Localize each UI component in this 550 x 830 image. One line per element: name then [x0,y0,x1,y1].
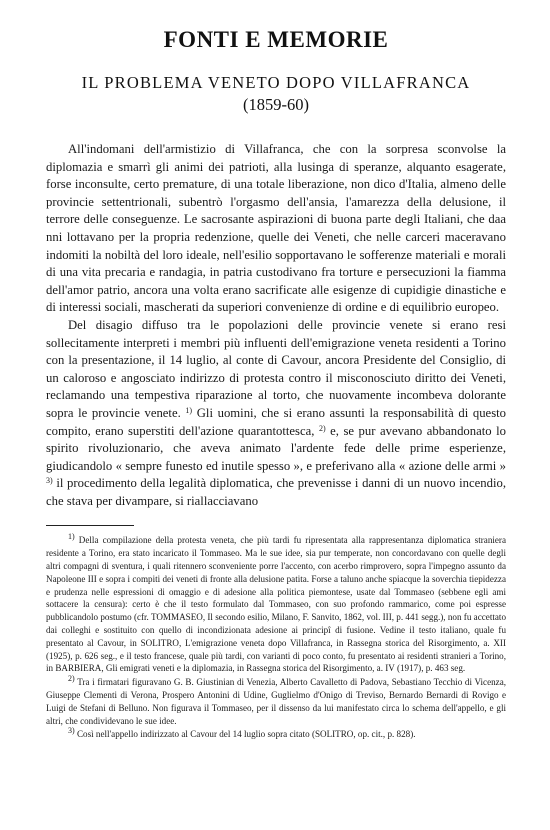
footnote [46,676,506,727]
paragraph-text: e, se pur avevano abbandonato lo spirito rivoluzionario, che aveva animato l'ardente fede delle prime esperienze, giudicandolo « sempre funesto ed inutile spesso », e preferivano alla « azione delle armi » [46,423,507,473]
footnote-divider [46,525,134,526]
article-years: (1859-60) [243,95,309,114]
paragraph [46,317,506,511]
article-body [46,141,506,510]
paragraph-text: Gli uomini, che si erano assunti la responsabilità di questo compito, erano superstiti dell'azione quarantottesca, [46,405,506,438]
footnote-reference: 1) [185,405,193,415]
footnote-text: Tra i firmatari figuravano G. B. Giustinian di Venezia, Alberto Cavalletto di Padova, Sebastiano Tecchio di Vicenza, Giuseppe Clementi di Verona, Prospero Antonini di Udine, Guglielmo d'Onigo di Treviso, Bernardo Bernardi di Rovigo e Luigi de Stefani di Belluno. Non figurava il Tommaseo, per il dissenso da lui manifestato circa lo schema dell'appello, e gli altri, che condividevano le sue idee. [46,677,506,726]
footnote-text: Della compilazione della protesta veneta, che più tardi fu ripresentata alla rappresentanza diplomatica straniera residente a Torino, era stato incaricato il Tommaseo. Ma le sue idee, sia pur temperate, non concordavano con quelle degli altri compagni di sventura, i quali ritennero sconveniente porre l'accento, con acerbo rimprovero, sopra l'impegno assunto da Napoleone III e sopra i compiti dei veneti di fronte alla delusione patita. Forse a taluno anche spiacque la soverchia tiepidezza e prudenza nelle espressioni di omaggio e di adesione alla politica piemontese, usate dal Tommaseo (sebbene egli ami sottacere la censura): certo è che il testo formulato dal Tommaseo, con suo profondo rammarico, come poi espresse pubblicandolo postumo (cfr. TOMMASEO, Il secondo esilio, Milano, F. Sanvito, 1862, vol. III, p. 441 segg.), non fu accettato dai colleghi e sostituito con quello di incondizionata adesione ai principî di fusione. Vedine il testo italiano, quale fu presentato al Cavour, in SOLITRO, L'emigrazione veneta dopo Villafranca, in Rassegna storica del Risorgimento, a. XII (1925), p. 626 seg., e il testo francese, quale più tardi, con varianti di poco conto, fu presentato ai residenti stranieri a Torino, in BARBIERA, Gli emigrati veneti e la diplomazia, in Rassegna storica del Risorgimento, a. IV (1917), p. 463 seg. [46,535,506,674]
article-title: IL PROBLEMA VENETO DOPO VILLAFRANCA [81,73,471,92]
footnote-marker: 3) [68,726,75,736]
section-title: FONTI E MEMORIE [163,27,389,52]
footnote-marker: 1) [68,532,75,542]
footnote-text: Così nell'appello indirizzato al Cavour del 14 luglio sopra citato (SOLITRO, op. cit., p. 828). [76,729,416,740]
footnote [46,534,506,675]
paragraph-text: Del disagio diffuso tra le popolazioni delle provincie venete si erano resi sollecitamente interpreti i membri più influenti dell'emigrazione veneta residenti a Torino con la presentazione, il 14 luglio, al conte di Cavour, ancora Presidente del Consiglio, di un caloroso e angosciato indirizzo di protesta contro il misconosciuto diritto dei Veneti, reclamando una tempestiva riparazione al torto, che nuovamente incombeva dolorante sopra le provincie venete. [46,317,506,420]
footnotes [46,534,506,741]
footnote-reference: 2) [318,423,326,433]
paragraph-text: il procedimento della legalità diplomatica, che prevenisse i danni di un nuovo incendio, che stava per divampare, si riallacciavano [46,476,507,508]
footnote [46,728,506,741]
footnote-marker: 2) [68,674,75,684]
footnote-reference: 3) [46,476,53,486]
paragraph: All'indomani dell'armistizio di Villafranca, che con la sorpresa sconvolse la diplomazia e smarrì gli animi dei patrioti, alla lusinga di speranze, alquanto esagerate, forse inconsulte, certo premature, di una totale liberazione, non dico d'Italia, almeno delle provincie settentrionali, subentrò l'orgasmo dell'ansia, l'amarezza della delusione, il terrore delle conseguenze. Le sacrosante aspirazioni di buona parte degli Italiani, che daa nni lottavano per la propria redenzione, quelle dei Veneti, che nelle carceri maceravano indomiti la nobiltà del loro ideale, nell'esilio sopportavano le sofferenze materiali e morali di una vita precaria e randagia, in patria custodivano fra torture e persecuzioni la fiamma dell'amor patrio, ancora una volta erano sacrificate alle esigenze di cupidigie dinastiche e di interessi sociali, mascherati da superiori convenienze di ordine e di equilibrio europeo. [46,142,506,315]
